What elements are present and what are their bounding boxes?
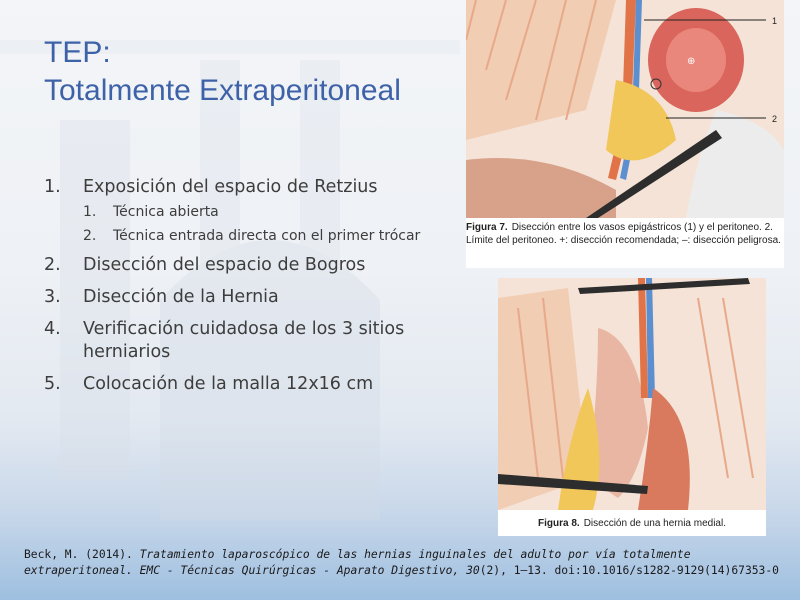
reference-authors: Beck, M. (2014). (24, 548, 140, 561)
figure-7-caption-label: Figura 7. (466, 222, 508, 233)
item-number: 1. (44, 177, 61, 197)
svg-text:⊕: ⊕ (687, 56, 696, 67)
figure-7-illustration (466, 0, 784, 218)
figure-8-illustration (498, 278, 766, 510)
figure-8 (498, 278, 766, 536)
procedure-steps-list (44, 176, 454, 405)
item-number: 5. (44, 374, 61, 394)
sub-list (83, 203, 454, 245)
sub-list-item (83, 203, 454, 221)
item-text: Verificación cuidadosa de los 3 sitios herniarios (83, 319, 405, 362)
title-line-2: Totalmente Extraperitoneal (44, 74, 401, 107)
item-text: Colocación de la malla 12x16 cm (83, 374, 374, 394)
figure-7 (466, 0, 784, 268)
sub-list-item (83, 227, 454, 245)
list-item (44, 318, 454, 364)
sub-item-text: Técnica entrada directa con el primer trócar (113, 228, 421, 244)
item-number: 3. (44, 287, 61, 307)
reference-title: Tratamiento laparoscópico de las hernias inguinales del adulto por vía totalmente extraperitoneal. EMC - Técnicas Quirúrgicas - Aparato Digestivo, 30 (24, 548, 691, 577)
list-item (44, 373, 454, 396)
sub-item-number: 2. (83, 228, 97, 244)
title-line-1: TEP: (44, 36, 111, 69)
figure-7-label-2: 2 (772, 114, 778, 124)
figure-7-label-1: 1 (772, 16, 778, 26)
list-item (44, 254, 454, 277)
item-text: Exposición del espacio de Retzius (83, 177, 378, 197)
sub-item-number: 1. (83, 204, 97, 220)
reference-citation (24, 547, 784, 579)
item-text: Disección de la Hernia (83, 287, 279, 307)
figure-7-caption (466, 222, 782, 247)
item-number: 4. (44, 319, 61, 339)
figure-8-caption-label: Figura 8. (538, 518, 580, 529)
list-item (44, 286, 454, 309)
slide-title (44, 34, 401, 110)
figure-7-caption-text: Disección entre los vasos epigástricos (1) y el peritoneo. 2. Límite del peritoneo. +: disección recomendada; –: disección peligrosa. (466, 222, 781, 246)
figure-8-caption (538, 518, 726, 530)
figure-8-caption-text: Disección de una hernia medial. (583, 518, 726, 529)
item-text: Disección del espacio de Bogros (83, 255, 366, 275)
item-number: 2. (44, 255, 61, 275)
sub-item-text: Técnica abierta (113, 204, 219, 220)
list-item (44, 176, 454, 245)
reference-details: (2), 1–13. doi:10.1016/s1282-9129(14)67353-0 (479, 564, 779, 577)
